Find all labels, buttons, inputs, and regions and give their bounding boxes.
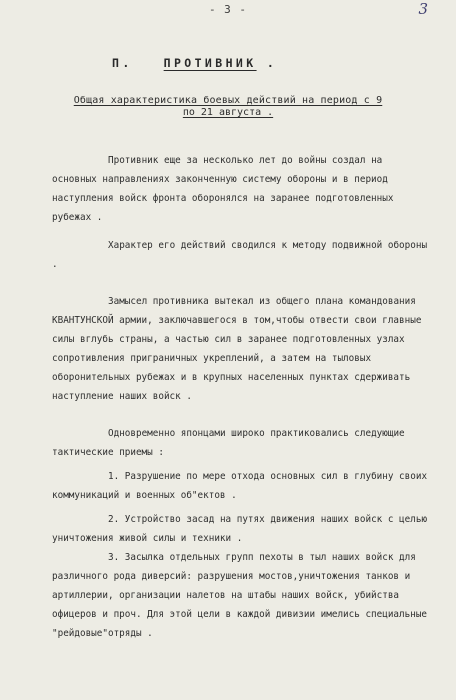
subtitle-line-1: Общая характеристика боевых действий на период с 9 <box>73 95 383 106</box>
paragraph-3 <box>52 292 432 406</box>
paragraph-text: Противник еще за несколько лет до войны создал на основных направлениях законченную систему обороны и в период наступления войск фронта оборонялся на заранее подготовленных рубежах . <box>52 155 394 223</box>
paragraph-text: Замысел противника вытекал из общего плана командования КВАНТУНСКОЙ армии, заключавшегося в том,чтобы отвести свои главные силы вглубь страны, а частью сил в заранее подготовленных узлах сопротивления приграничных укреплений, а затем на тыловых оборонительных рубежах и в крупных населенных пунктах сдерживать наступление наших войск . <box>52 296 422 402</box>
section-suffix: . <box>266 56 278 70</box>
paragraph-text: 3. Засылка отдельных групп пехоты в тыл наших войск для различного рода диверсий: разрушения мостов,уничтожения танков и артиллерии, организации налетов на штабы наших войск, убийства офицеров и проч. Для этой цели в каждой дивизии имелись специальные "рейдовые"отряды . <box>52 552 428 639</box>
paragraph-text: Характер его действий сводился к методу подвижной обороны . <box>52 240 428 270</box>
section-title <box>112 56 277 70</box>
paragraph-text: 1. Разрушение по мере отхода основных сил в глубину своих коммуникаций и военных об"ектов . <box>52 471 428 501</box>
paragraph-7 <box>52 548 432 643</box>
paragraph-6 <box>52 510 432 548</box>
paragraph-text: Одновременно японцами широко практиковались следующие тактические приемы : <box>52 428 405 458</box>
paragraph-text: 2. Устройство засад на путях движения наших войск с целью уничтожения живой силы и техники . <box>52 514 428 544</box>
paragraph-5 <box>52 467 432 505</box>
section-prefix: П. <box>112 56 133 70</box>
subtitle-line-2: по 21 августа . <box>182 107 274 118</box>
archive-page-number: 3 <box>418 0 428 18</box>
paragraph-1 <box>52 151 432 227</box>
page-number: - 3 - <box>208 3 248 16</box>
section-title-text: ПРОТИВНИК <box>163 56 257 70</box>
paragraph-2 <box>52 236 432 274</box>
paragraph-4 <box>52 424 432 462</box>
